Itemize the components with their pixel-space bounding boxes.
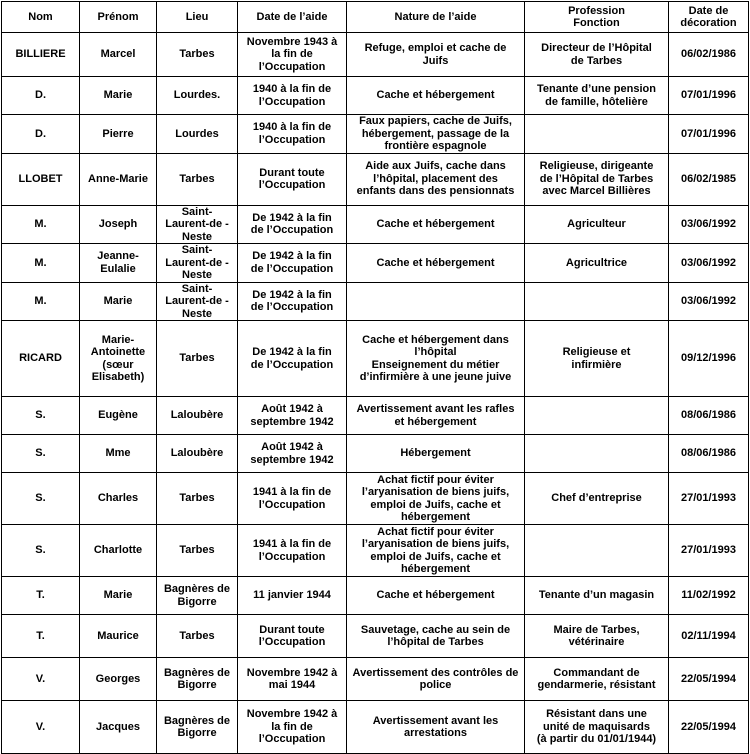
cell-date-decoration: 22/05/1994: [669, 701, 749, 754]
cell-lieu: Saint- Laurent-de - Neste: [157, 244, 238, 283]
cell-prenom: Marie: [80, 282, 157, 321]
cell-date-aide: 1940 à la fin de l’Occupation: [238, 77, 347, 115]
cell-nom: S.: [2, 473, 80, 525]
cell-nature: Sauvetage, cache au sein de l’hôpital de Tarbes: [347, 615, 525, 658]
table-row: [2, 115, 749, 154]
cell-nom: M.: [2, 205, 80, 244]
cell-date-aide: De 1942 à la fin de l’Occupation: [238, 205, 347, 244]
cell-nom: RICARD: [2, 321, 80, 397]
cell-date-aide: De 1942 à la fin de l’Occupation: [238, 244, 347, 283]
cell-lieu: Bagnères de Bigorre: [157, 577, 238, 615]
cell-profession: Agriculteur: [525, 205, 669, 244]
cell-nature: Hébergement: [347, 435, 525, 473]
cell-date-aide: Novembre 1942 à mai 1944: [238, 658, 347, 701]
header-row: [2, 2, 749, 33]
cell-date-aide: Durant toute l’Occupation: [238, 615, 347, 658]
cell-profession: [525, 115, 669, 154]
cell-lieu: Laloubère: [157, 397, 238, 435]
cell-date-decoration: 07/01/1996: [669, 77, 749, 115]
cell-nature: Cache et hébergement dans l’hôpital Enseignement du métier d’infirmière à une jeune juive: [347, 321, 525, 397]
cell-date-aide: Novembre 1943 à la fin de l’Occupation: [238, 33, 347, 77]
cell-profession: Religieuse, dirigeante de l’Hôpital de Tarbes avec Marcel Billières: [525, 153, 669, 205]
cell-lieu: Laloubère: [157, 435, 238, 473]
cell-date-aide: Novembre 1942 à la fin de l’Occupation: [238, 701, 347, 754]
cell-date-aide: 1941 à la fin de l’Occupation: [238, 473, 347, 525]
table-row: [2, 77, 749, 115]
cell-date-aide: De 1942 à la fin de l’Occupation: [238, 321, 347, 397]
cell-nom: D.: [2, 115, 80, 154]
cell-date-decoration: 03/06/1992: [669, 282, 749, 321]
cell-prenom: Marie: [80, 577, 157, 615]
cell-lieu: Tarbes: [157, 33, 238, 77]
table-row: [2, 658, 749, 701]
cell-profession: [525, 525, 669, 577]
table-row: [2, 153, 749, 205]
cell-lieu: Tarbes: [157, 321, 238, 397]
cell-nom: V.: [2, 658, 80, 701]
cell-lieu: Tarbes: [157, 525, 238, 577]
cell-nature: Achat fictif pour éviter l’aryanisation de biens juifs, emploi de Juifs, cache et hébergement: [347, 525, 525, 577]
table-row: [2, 525, 749, 577]
table-row: [2, 435, 749, 473]
cell-nature: Faux papiers, cache de Juifs, hébergement, passage de la frontière espagnole: [347, 115, 525, 154]
table-body: [2, 33, 749, 754]
cell-date-decoration: 03/06/1992: [669, 205, 749, 244]
cell-nom: V.: [2, 701, 80, 754]
cell-prenom: Anne-Marie: [80, 153, 157, 205]
cell-profession: Agricultrice: [525, 244, 669, 283]
cell-nature: [347, 282, 525, 321]
cell-nature: Achat fictif pour éviter l’aryanisation de biens juifs, emploi de Juifs, cache et hébergement: [347, 473, 525, 525]
cell-date-decoration: 06/02/1986: [669, 33, 749, 77]
cell-lieu: Lourdes.: [157, 77, 238, 115]
cell-nom: S.: [2, 525, 80, 577]
cell-prenom: Marie- Antoinette (sœur Elisabeth): [80, 321, 157, 397]
cell-nature: Avertissement des contrôles de police: [347, 658, 525, 701]
cell-date-aide: 1941 à la fin de l’Occupation: [238, 525, 347, 577]
cell-profession: Directeur de l’Hôpital de Tarbes: [525, 33, 669, 77]
cell-nom: LLOBET: [2, 153, 80, 205]
table-row: [2, 205, 749, 244]
table-row: [2, 244, 749, 283]
cell-nom: M.: [2, 244, 80, 283]
cell-date-decoration: 27/01/1993: [669, 473, 749, 525]
cell-prenom: Charles: [80, 473, 157, 525]
cell-profession: Maire de Tarbes, vétérinaire: [525, 615, 669, 658]
cell-profession: Résistant dans une unité de maquisards (à partir du 01/01/1944): [525, 701, 669, 754]
header-date-aide: Date de l’aide: [238, 2, 347, 33]
cell-nature: Cache et hébergement: [347, 205, 525, 244]
cell-profession: Chef d’entreprise: [525, 473, 669, 525]
cell-date-aide: 1940 à la fin de l’Occupation: [238, 115, 347, 154]
cell-prenom: Eugène: [80, 397, 157, 435]
cell-date-decoration: 08/06/1986: [669, 435, 749, 473]
table-row: [2, 33, 749, 77]
cell-date-decoration: 11/02/1992: [669, 577, 749, 615]
cell-date-aide: Août 1942 à septembre 1942: [238, 397, 347, 435]
table-row: [2, 577, 749, 615]
cell-profession: Religieuse et infirmière: [525, 321, 669, 397]
cell-profession: [525, 435, 669, 473]
cell-lieu: Tarbes: [157, 615, 238, 658]
cell-date-decoration: 27/01/1993: [669, 525, 749, 577]
table-row: [2, 321, 749, 397]
header-nature: Nature de l’aide: [347, 2, 525, 33]
cell-date-decoration: 06/02/1985: [669, 153, 749, 205]
header-prenom: Prénom: [80, 2, 157, 33]
cell-nom: BILLIERE: [2, 33, 80, 77]
cell-profession: [525, 397, 669, 435]
cell-nature: Cache et hébergement: [347, 77, 525, 115]
cell-date-decoration: 22/05/1994: [669, 658, 749, 701]
cell-nom: T.: [2, 577, 80, 615]
righteous-table: [1, 1, 749, 754]
cell-lieu: Lourdes: [157, 115, 238, 154]
cell-nom: M.: [2, 282, 80, 321]
cell-prenom: Pierre: [80, 115, 157, 154]
cell-lieu: Saint- Laurent-de - Neste: [157, 205, 238, 244]
cell-profession: [525, 282, 669, 321]
table-row: [2, 701, 749, 754]
cell-profession: Tenante d’un magasin: [525, 577, 669, 615]
header-nom: Nom: [2, 2, 80, 33]
cell-prenom: Joseph: [80, 205, 157, 244]
cell-prenom: Mme: [80, 435, 157, 473]
cell-prenom: Marcel: [80, 33, 157, 77]
cell-prenom: Jeanne- Eulalie: [80, 244, 157, 283]
cell-date-aide: Durant toute l’Occupation: [238, 153, 347, 205]
cell-lieu: Bagnères de Bigorre: [157, 701, 238, 754]
cell-date-decoration: 08/06/1986: [669, 397, 749, 435]
cell-nom: T.: [2, 615, 80, 658]
cell-date-aide: 11 janvier 1944: [238, 577, 347, 615]
cell-nature: Refuge, emploi et cache de Juifs: [347, 33, 525, 77]
cell-nom: S.: [2, 397, 80, 435]
cell-prenom: Charlotte: [80, 525, 157, 577]
cell-profession: Commandant de gendarmerie, résistant: [525, 658, 669, 701]
cell-nature: Avertissement avant les arrestations: [347, 701, 525, 754]
cell-lieu: Saint- Laurent-de - Neste: [157, 282, 238, 321]
table-row: [2, 473, 749, 525]
header-profession: Profession Fonction: [525, 2, 669, 33]
cell-prenom: Marie: [80, 77, 157, 115]
cell-nature: Cache et hébergement: [347, 577, 525, 615]
cell-nature: Cache et hébergement: [347, 244, 525, 283]
cell-nature: Aide aux Juifs, cache dans l’hôpital, placement des enfants dans des pensionnats: [347, 153, 525, 205]
cell-prenom: Jacques: [80, 701, 157, 754]
cell-nom: D.: [2, 77, 80, 115]
cell-date-decoration: 03/06/1992: [669, 244, 749, 283]
table-row: [2, 615, 749, 658]
cell-date-decoration: 09/12/1996: [669, 321, 749, 397]
cell-nature: Avertissement avant les rafles et hébergement: [347, 397, 525, 435]
cell-lieu: Tarbes: [157, 153, 238, 205]
cell-date-aide: Août 1942 à septembre 1942: [238, 435, 347, 473]
cell-lieu: Tarbes: [157, 473, 238, 525]
cell-lieu: Bagnères de Bigorre: [157, 658, 238, 701]
cell-prenom: Georges: [80, 658, 157, 701]
cell-date-decoration: 02/11/1994: [669, 615, 749, 658]
header-lieu: Lieu: [157, 2, 238, 33]
cell-date-aide: De 1942 à la fin de l’Occupation: [238, 282, 347, 321]
cell-profession: Tenante d’une pension de famille, hôtelière: [525, 77, 669, 115]
cell-date-decoration: 07/01/1996: [669, 115, 749, 154]
table-row: [2, 397, 749, 435]
cell-prenom: Maurice: [80, 615, 157, 658]
table-row: [2, 282, 749, 321]
header-date-decoration: Date de décoration: [669, 2, 749, 33]
cell-nom: S.: [2, 435, 80, 473]
